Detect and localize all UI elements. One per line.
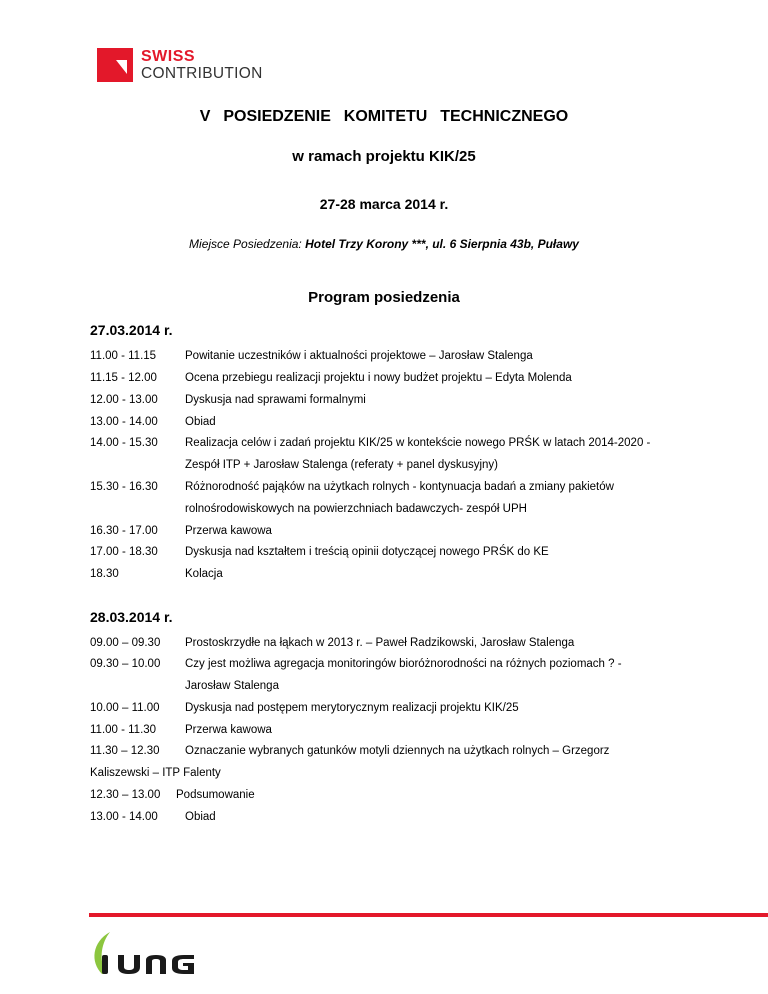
day2-item-7-desc: Obiad [185, 811, 216, 823]
day2-item-1-desc: Prostoskrzydłe na łąkach w 2013 r. – Paweł Radzikowski, Jarosław Stalenga [185, 637, 575, 649]
day2-item-2-desc: Czy jest możliwa agregacja monitoringów bioróżnorodności na różnych poziomach ? - [185, 658, 622, 670]
meeting-date: 27-28 marca 2014 r. [319, 196, 449, 212]
day1-item-6-desc-cont: rolnośrodowiskowych na powierzchniach badawczych- zespół UPH [185, 503, 527, 515]
day1-item-5-desc: Realizacja celów i zadań projektu KIK/25 w kontekście nowego PRŚK w latach 2014-2020 - [185, 437, 651, 449]
day2-item-5-desc: Oznaczanie wybranych gatunków motyli dziennych na użytkach rolnych – Grzegorz [185, 745, 610, 757]
day1-item-7-time: 16.30 - 17.00 [90, 525, 158, 537]
day1-item-8-desc: Dyskusja nad kształtem i treścią opinii dotyczącej nowego PRŚK do KE [185, 546, 549, 558]
iung-logo [88, 928, 238, 980]
logo-line-swiss: SWISS [141, 48, 196, 65]
document-title: V POSIEDZENIE KOMITETU TECHNICZNEGO [199, 108, 569, 125]
day1-item-6-time: 15.30 - 16.30 [90, 481, 158, 493]
day1-item-8-time: 17.00 - 18.30 [90, 546, 158, 558]
day1-item-1-desc: Powitanie uczestników i aktualności projektowe – Jarosław Stalenga [185, 350, 533, 362]
swiss-contribution-logo [97, 48, 287, 86]
day1-item-2-time: 11.15 - 12.00 [90, 372, 157, 384]
day1-item-3-desc: Dyskusja nad sprawami formalnymi [185, 394, 366, 406]
day2-item-3-desc: Dyskusja nad postępem merytorycznym realizacji projektu KIK/25 [185, 702, 519, 714]
iung-logo-text [238, 928, 239, 929]
day2-item-6-desc: Podsumowanie [176, 789, 255, 801]
venue-label: Miejsce Posiedzenia: [189, 237, 306, 251]
day2-item-5-time: 11.30 – 12.30 [90, 745, 160, 757]
venue-value: Hotel Trzy Korony ***, ul. 6 Sierpnia 43b, Puławy [305, 237, 579, 251]
day2-item-1-time: 09.00 – 09.30 [90, 637, 161, 649]
day2-item-6-time: 12.30 – 13.00 [90, 789, 161, 801]
day2-heading: 28.03.2014 r. [90, 609, 173, 625]
day1-item-9-desc: Kolacja [185, 568, 223, 580]
iung-logo-icon [88, 928, 238, 980]
day1-item-6-desc: Różnorodność pająków na użytkach rolnych - kontynuacja badań a zmiany pakietów [185, 481, 614, 493]
day1-item-7-desc: Przerwa kawowa [185, 525, 272, 537]
day1-item-4-time: 13.00 - 14.00 [90, 416, 158, 428]
day1-item-3-time: 12.00 - 13.00 [90, 394, 158, 406]
day1-item-5-desc-cont: Zespół ITP + Jarosław Stalenga (referaty + panel dyskusyjny) [185, 459, 498, 471]
day1-item-5-time: 14.00 - 15.30 [90, 437, 158, 449]
day2-item-4-desc: Przerwa kawowa [185, 724, 272, 736]
day1-item-1-time: 11.00 - 11.15 [90, 350, 157, 362]
meeting-venue [0, 237, 768, 251]
footer-divider [89, 913, 768, 917]
program-heading: Program posiedzenia [308, 289, 460, 306]
swiss-logo-corner-icon [97, 48, 133, 82]
day2-item-7-time: 13.00 - 14.00 [90, 811, 158, 823]
day2-item-2-desc-cont: Jarosław Stalenga [185, 680, 279, 692]
day1-heading: 27.03.2014 r. [90, 322, 173, 338]
day2-item-4-time: 11.00 - 11.30 [90, 724, 157, 736]
day2-item-3-time: 10.00 – 11.00 [90, 702, 160, 714]
day2-item-2-time: 09.30 – 10.00 [90, 658, 161, 670]
logo-line-contribution: CONTRIBUTION [141, 65, 263, 82]
day2-item-5-desc-cont: Kaliszewski – ITP Falenty [90, 767, 221, 779]
day1-item-4-desc: Obiad [185, 416, 216, 428]
day1-item-9-time: 18.30 [90, 568, 119, 580]
swiss-logo-mark [97, 48, 133, 82]
day1-item-2-desc: Ocena przebiegu realizacji projektu i nowy budżet projektu – Edyta Molenda [185, 372, 572, 384]
document-subtitle: w ramach projektu KIK/25 [292, 148, 476, 165]
